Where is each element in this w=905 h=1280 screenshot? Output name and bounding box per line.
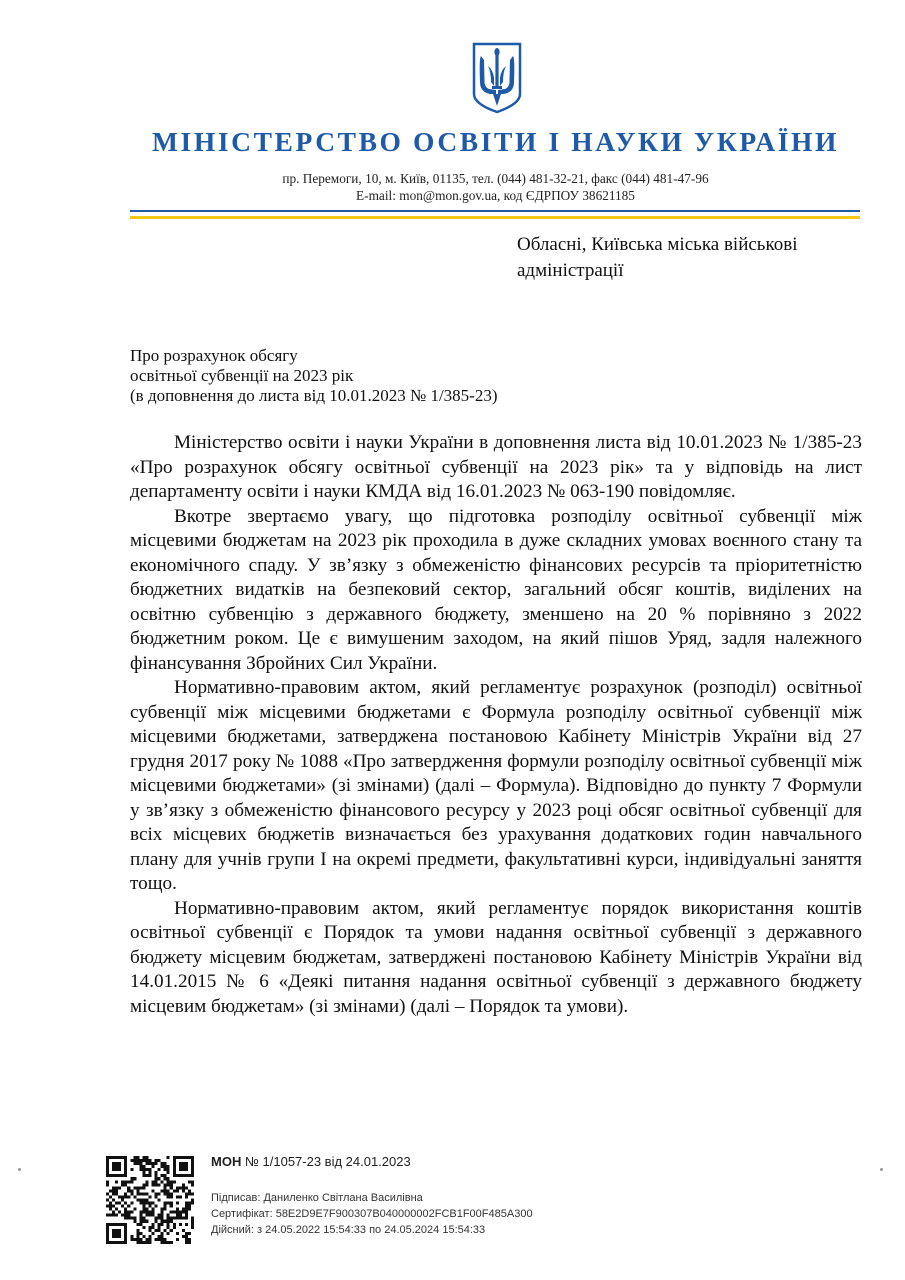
certificate-line: Сертифікат: 58E2D9E7F900307B040000002FCB1F00F485A300 bbox=[211, 1208, 533, 1220]
ukraine-trident-emblem-icon bbox=[472, 42, 522, 114]
registration-number bbox=[211, 1154, 411, 1169]
body-paragraph: Нормативно-правовим актом, який регламентує порядок використання коштів освітньої субвенції є Порядок та умови надання освітньої субвенції з державного бюджету місцевим бюджетам, затверджені постановою Кабінету Міністрів України від 14.01.2015 № 6 «Деякі питання надання освітньої субвенції з державного бюджету місцевим бюджетам» (зі змінами) (далі – Порядок та умови). bbox=[130, 897, 862, 1017]
body-paragraph: Міністерство освіти і науки України в доповнення листа від 10.01.2023 № 1/385-23 «Про розрахунок обсягу освітньої субвенції на 2023 рік» та у відповідь на лист департаменту освіти і науки КМДА від 16.01.2023 № 063-190 повідомляє. bbox=[130, 432, 862, 502]
scan-dot bbox=[880, 1168, 883, 1171]
recipient-line: адміністрації bbox=[517, 260, 624, 281]
validity-line: Дійсний: з 24.05.2022 15:54:33 по 24.05.2024 15:54:33 bbox=[211, 1224, 486, 1236]
subject-block bbox=[130, 346, 550, 406]
ministry-title: МІНІСТЕРСТВО ОСВІТИ І НАУКИ УКРАЇНИ bbox=[151, 126, 840, 157]
recipient-line: Обласні, Київська міська військові bbox=[517, 234, 798, 255]
registration-rest: № 1/1057-23 від 24.01.2023 bbox=[241, 1154, 411, 1169]
signer-line: Підписав: Даниленко Світлана Василівна bbox=[211, 1192, 423, 1204]
scan-dot bbox=[18, 1168, 21, 1171]
ministry-contacts bbox=[0, 170, 905, 204]
subject-line: (в доповнення до листа від 10.01.2023 № 1/385-23) bbox=[130, 386, 498, 405]
body-paragraph: Нормативно-правовим актом, який регламентує розрахунок (розподіл) освітньої субвенції між місцевими бюджетами є Формула розподілу освітньої субвенції між місцевими бюджетами, затверджена постановою Кабінету Міністрів України від 27 грудня 2017 року № 1088 «Про затвердження формули розподілу освітньої субвенції між місцевими бюджетами» (зі змінами) (далі – Формула). Відповідно до пункту 7 Формули у зв’язку з обмеженістю фінансового ресурсу у 2023 році обсяг освітньої субвенції для всіх місцевих бюджетів визначається без урахування додаткових годин навчального плану для учнів групи І на окремі предмети, факультативні курси, індивідуальні заняття тощо. bbox=[130, 677, 862, 894]
recipient-block bbox=[517, 232, 857, 284]
header-divider-yellow bbox=[130, 216, 860, 219]
subject-line: Про розрахунок обсягу bbox=[130, 346, 298, 365]
signature-info bbox=[211, 1190, 533, 1238]
registration-org: МОН bbox=[211, 1154, 242, 1169]
subject-line: освітньої субвенції на 2023 рік bbox=[130, 366, 354, 385]
address-line: пр. Перемоги, 10, м. Київ, 01135, тел. (044) 481-32-21, факс (044) 481-47-96 bbox=[282, 171, 709, 186]
body-paragraph: Вкотре звертаємо увагу, що підготовка розподілу освітньої субвенції між місцевими бюджетам на 2023 рік проходила в дуже складних умовах воєнного стану та економічного спаду. У зв’язку з обмеженістю фінансових ресурсів та пріоритетністю бюджетних видатків на безпековий сектор, загальний обсяг коштів, виділених на освітню субвенцію з державного бюджету, зменшено на 20 % порівняно з 2022 бюджетним роком. Це є вимушеним заходом, на який пішов Уряд, задля належного фінансування Збройних Сил України. bbox=[130, 505, 862, 674]
qr-code-icon bbox=[106, 1156, 194, 1244]
email-line: E-mail: mon@mon.gov.ua, код ЄДРПОУ 38621185 bbox=[356, 188, 635, 203]
letter-body bbox=[130, 431, 862, 1019]
header-divider-blue bbox=[130, 210, 860, 212]
